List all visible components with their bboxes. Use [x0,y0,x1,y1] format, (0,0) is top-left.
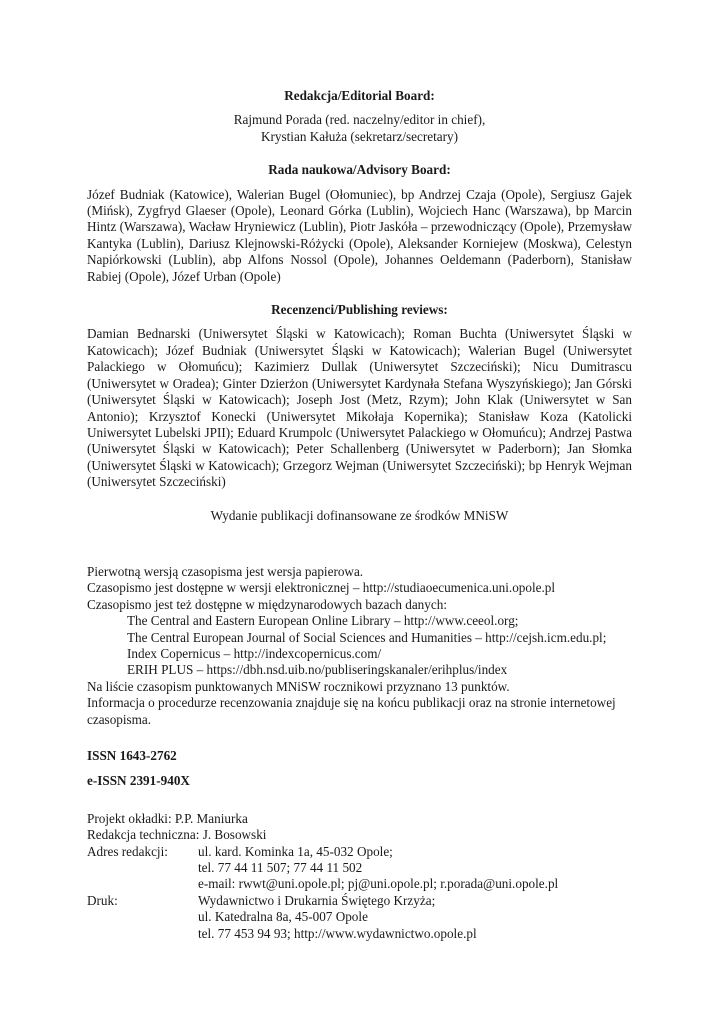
funding-note: Wydanie publikacji dofinansowane ze środków MNiSW [210,507,509,523]
printer-address: ul. Katedralna 8a, 45-007 Opole [198,909,368,925]
database-item: The Central and Eastern European Online Library – http://www.ceeol.org; [127,613,519,629]
reviewers-heading: Recenzenci/Publishing reviews: [271,302,448,318]
editorial-board-heading: Redakcja/Editorial Board: [284,88,435,103]
advisory-board-members: Józef Budniak (Katowice), Walerian Bugel (Ołomuniec), bp Andrzej Czaja (Opole), Sergiusz Gajek (Mińsk), Zygfryd Glaeser (Opole), Leonard Górka (Lublin), Wojciech Hanc (Warszawa), bp Marcin Hintz (Warszawa), Wacław Hryniewicz (Lublin), Piotr Jaskóła – przewodniczący (Opole), Przemysław Kantyka (Lublin), Dariusz Klejnowski-Różycki (Opole), Aleksander Korniejew (Moskwa), Celestyn Napiórkowski (Lublin), abp Alfons Nossol (Opole), Johannes Oeldemann (Paderborn), Stanisław Rabiej (Opole), Józef Urban (Opole) [87,186,632,284]
availability-info [87,564,632,728]
databases-intro: Czasopismo jest też dostępne w międzynarodowych bazach danych: [87,596,447,612]
printer-name: Wydawnictwo i Drukarnia Świętego Krzyża; [198,892,436,908]
reviewers-list: Damian Bednarski (Uniwersytet Śląski w Katowicach); Roman Buchta (Uniwersytet Śląski w Katowicach); Józef Budniak (Uniwersytet Śląski w Katowicach); Walerian Bugel (Uniwersytet Palackiego w Ołomuńcu); Kazimierz Dullak (Uniwersytet Szczeciński); Nicu Dumitrascu (Uniwersytet w Oradea); Ginter Dzierżon (Uniwersytet Kardynała Stefana Wyszyńskiego); Jan Górski (Uniwersytet Śląski w Katowicach); Joseph Jost (Metz, Rzym); John Klak (Uniwersytet w San Antonio); Krzysztof Konecki (Uniwersytet Mikołaja Kopernika); Stanisław Koza (Katolicki Uniwersytet Lubelski JPII); Eduard Krumpolc (Uniwersytet Palackiego w Ołomuńcu); Andrzej Pastwa (Uniwersytet Śląski w Katowicach); Peter Schallenberg (Uniwersytet w Paderborn); Jan Słomka (Uniwersytet Śląski w Katowicach); Grzegorz Wejman (Uniwersytet Szczeciński); bp Henryk Wejman (Uniwersytet Szczeciński) [87,326,632,490]
database-item: ERIH PLUS – https://dbh.nsd.uib.no/publiseringskanaler/erihplus/index [127,662,508,678]
editorial-board-list [87,112,632,145]
address-line: ul. kard. Kominka 1a, 45-032 Opole; [198,843,393,859]
database-item: Index Copernicus – http://indexcopernicus.com/ [127,645,382,661]
imprint-page [87,88,632,942]
review-procedure-note: Informacja o procedurze recenzowania znajduje się na końcu publikacji oraz na stronie internetowej czasopisma. [87,695,616,727]
issn-print: ISSN 1643-2762 [87,748,177,763]
editorial-address [87,844,632,893]
issn-online: e-ISSN 2391-940X [87,773,190,789]
address-label: Adres redakcji: [87,843,168,859]
phone-line: tel. 77 44 11 507; 77 44 11 502 [198,860,363,876]
points-note: Na liście czasopism punktowanych MNiSW rocznikowi przyznano 13 punktów. [87,678,510,694]
secretary: Krystian Kałuża (sekretarz/secretary) [261,128,458,144]
printer-label: Druk: [87,892,118,908]
technical-editor: Redakcja techniczna: J. Bosowski [87,827,267,843]
print-version-note: Pierwotną wersją czasopisma jest wersja papierowa. [87,563,364,579]
advisory-board-heading: Rada naukowa/Advisory Board: [268,162,451,178]
editor-in-chief: Rajmund Porada (red. naczelny/editor in chief), [233,112,486,128]
database-item: The Central European Journal of Social Sciences and Humanities – http://cejsh.icm.edu.pl; [127,629,607,645]
cover-design: Projekt okładki: P.P. Maniurka [87,810,248,826]
credits [87,811,632,942]
printer-info [87,893,632,942]
electronic-version-note: Czasopismo jest dostępne w wersji elektronicznej – http://studiaoecumenica.uni.opole.pl [87,580,556,596]
database-list [87,613,632,679]
email-line: e-mail: rwwt@uni.opole.pl; pj@uni.opole.pl; r.porada@uni.opole.pl [198,876,559,892]
printer-contact: tel. 77 453 94 93; http://www.wydawnictwo.opole.pl [198,925,477,941]
